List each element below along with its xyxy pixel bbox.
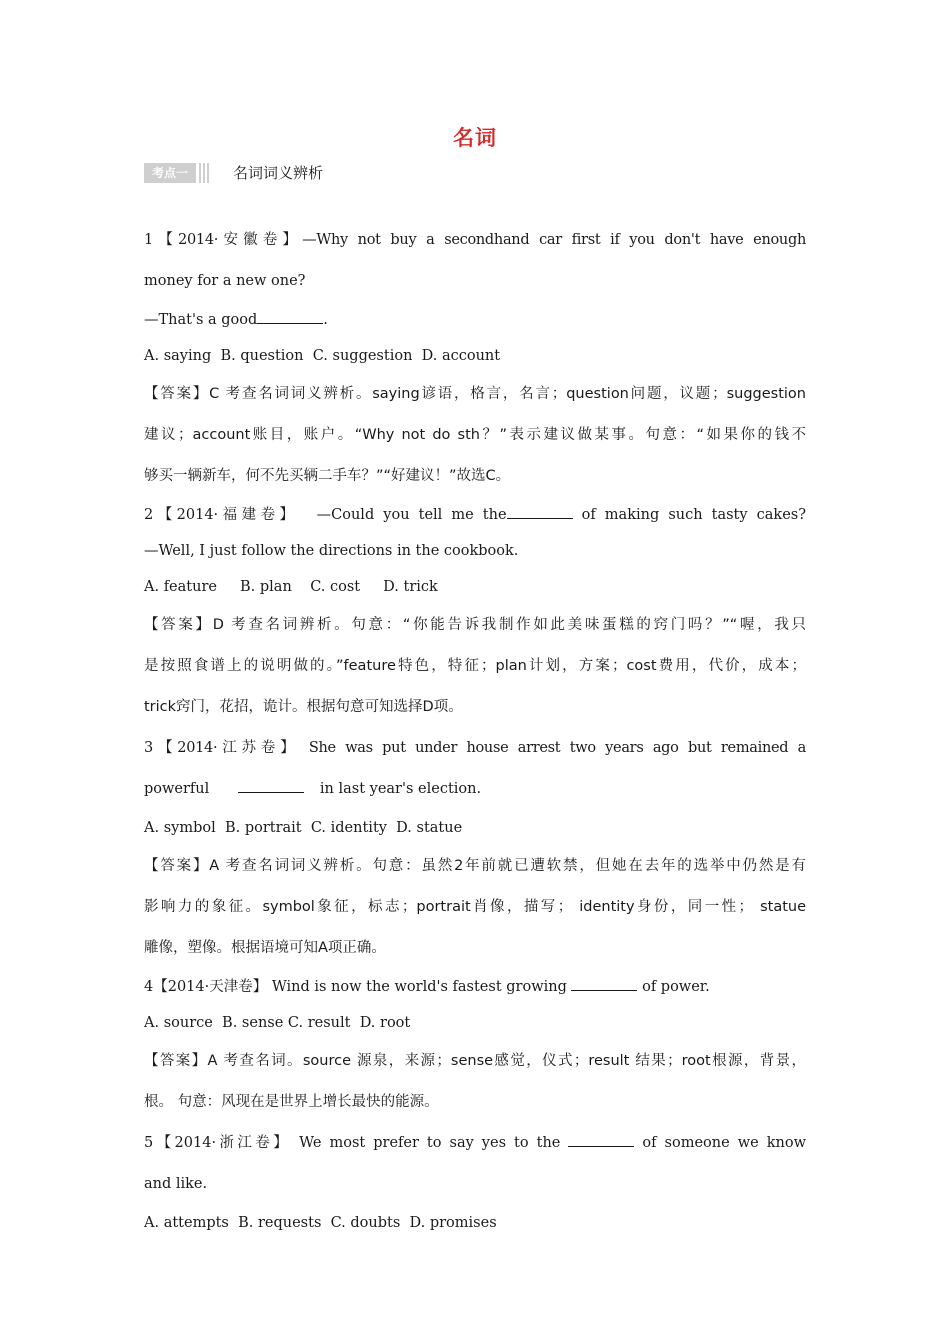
q1-answer-line1: 【答案】C 考查名词词义辨析。saying谚语，格言，名言；question问题，议题；suggestion [144, 386, 806, 402]
q3-blank [238, 778, 304, 793]
q4-options: A. source B. sense C. result D. root [144, 1015, 411, 1031]
q1-stem-line3: —That's a good . [144, 302, 806, 338]
q2-answer-line1: 【答案】D 考查名词辨析。句意：“你能告诉我制作如此美味蛋糕的窍门吗？”“喔，我只 [144, 617, 806, 633]
q1-stem-line2: money for a new one? [144, 273, 306, 289]
q5-options: A. attempts B. requests C. doubts D. promises [144, 1215, 497, 1231]
q2-stem-line1: 2【2014·福建卷】 —Could you tell me the of making such tasty cakes? [144, 497, 806, 533]
section-heading: 名词词义辨析 [233, 164, 324, 182]
q2-answer-line2: 是按照食谱上的说明做的。”feature特色，特征；plan计划，方案；cost费用，代价，成本； [144, 658, 806, 674]
q4-answer-line2: 根。 句意：风现在是世界上增长最快的能源。 [144, 1094, 439, 1110]
q1-stem-line1: 1【2014·安徽卷】—Why not buy a secondhand car first if you don't have enough [144, 232, 806, 248]
q1-answer-line2: 建议；account账目，账户。“Why not do sth？”表示建议做某事。句意：“如果你的钱不 [144, 427, 806, 443]
section-header [144, 162, 323, 183]
q4-answer-line1: 【答案】A 考查名词。source 源泉，来源；sense感觉，仪式；result 结果；root根源，背景， [144, 1053, 806, 1069]
question-list [144, 220, 806, 1241]
q2-answer-line3: trick窍门，花招，诡计。根据句意可知选择D项。 [144, 699, 463, 715]
q2-blank [507, 504, 573, 519]
q5-stem-line1: 5【2014·浙江卷】 We most prefer to say yes to the of someone we know [144, 1123, 806, 1164]
q5-blank [568, 1132, 634, 1147]
section-tag-decoration [199, 163, 211, 183]
section-tag: 考点一 [144, 163, 196, 183]
q4-stem-line1: 4【2014·天津卷】 Wind is now the world's fastest growing of power. [144, 969, 806, 1005]
q3-stem-line2: powerful in last year's election. [144, 769, 806, 810]
q5-stem-line2: and like. [144, 1176, 208, 1192]
q3-answer-line3: 雕像，塑像。根据语境可知A项正确。 [144, 940, 386, 956]
q1-blank [257, 309, 323, 324]
q1-answer-line3: 够买一辆新车，何不先买辆二手车？”“好建议！”故选C。 [144, 468, 511, 484]
q2-options: A. feature B. plan C. cost D. trick [144, 579, 438, 595]
q3-stem-line1: 3【2014·江苏卷】 She was put under house arrest two years ago but remained a [144, 740, 806, 756]
q2-stem-line2: —Well, I just follow the directions in the cookbook. [144, 543, 519, 559]
q4-blank [571, 976, 637, 991]
page-title: 名词 [453, 126, 497, 150]
q1-options: A. saying B. question C. suggestion D. account [144, 348, 501, 364]
q3-options: A. symbol B. portrait C. identity D. statue [144, 820, 463, 836]
q3-answer-line2: 影响力的象征。symbol象征，标志；portrait肖像，描写； identity身份，同一性； statue [144, 899, 806, 915]
q3-answer-line1: 【答案】A 考查名词词义辨析。句意：虽然2年前就已遭软禁，但她在去年的选举中仍然是有 [144, 858, 806, 874]
